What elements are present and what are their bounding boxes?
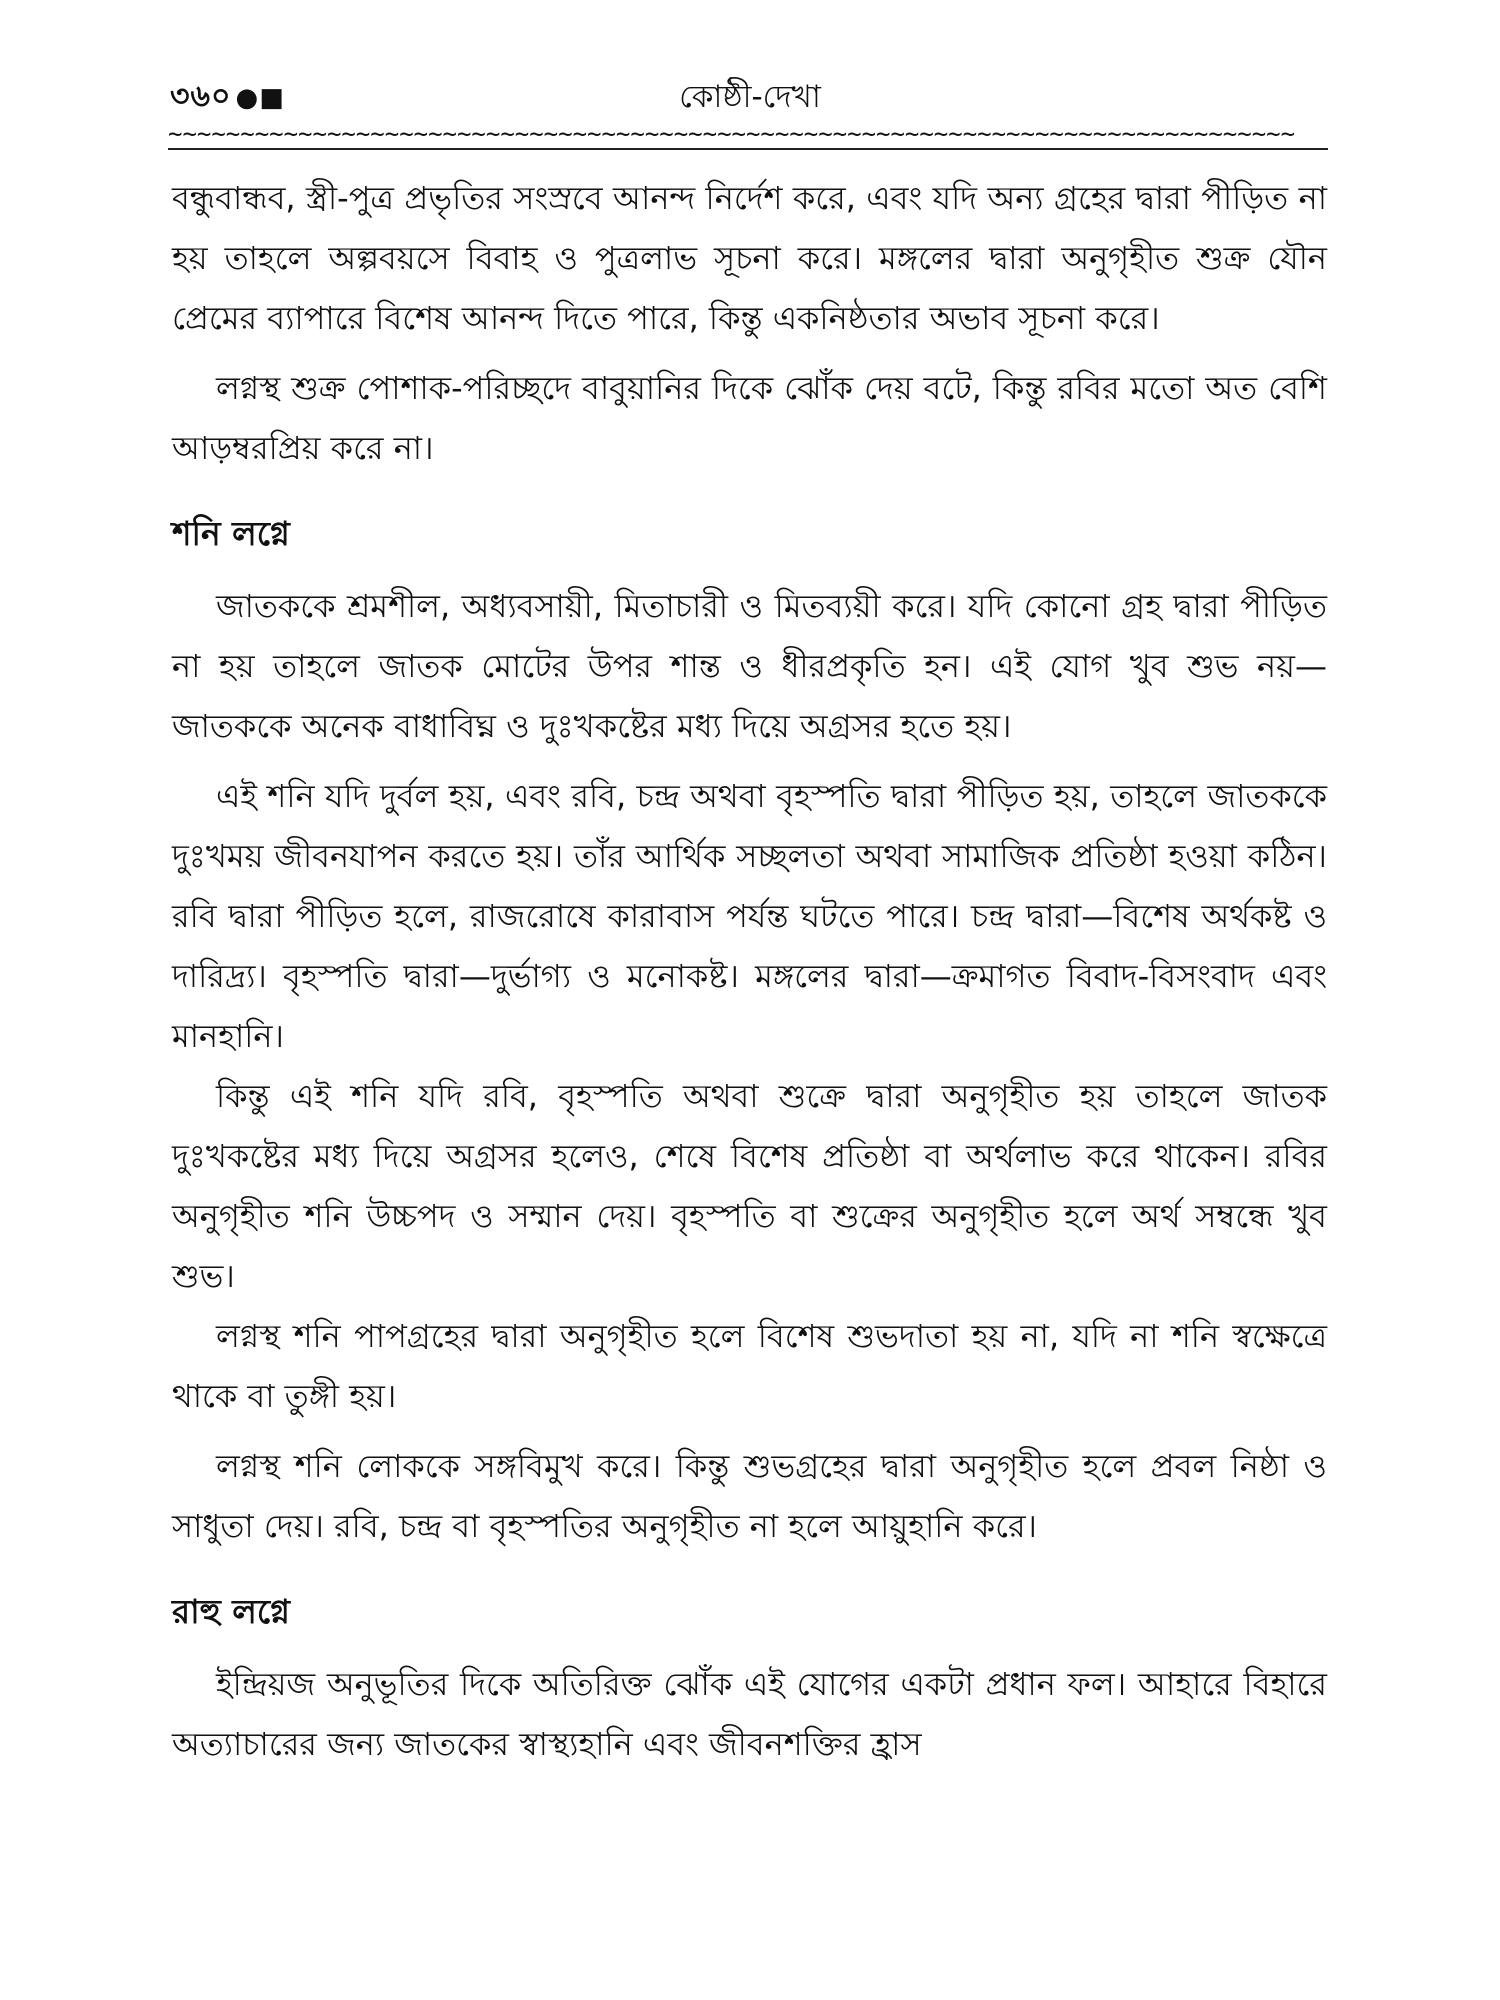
paragraph-2: লগ্নস্থ শুক্র পোশাক-পরিচ্ছদে বাবুয়ানির দিকে ঝোঁক দেয় বটে, কিন্তু রবির মতো অত বেশি আড়ম্বরপ্রিয় করে না। [172,369,1327,467]
section-heading-shani: শনি লগ্নে [172,514,290,553]
header-tilde-border: ~~~~~~~~~~~~~~~~~~~~~~~~~~~~~~~~~~~~~~~~~~~~~~~~~~~~~~~~~~~~~~~~~~~~~~~~~~~~~~ [168,122,1296,146]
paragraph-7: লগ্নস্থ শনি লোককে সঙ্গবিমুখ করে। কিন্তু শুভগ্রহের দ্বারা অনুগৃহীত হলে প্রবল নিষ্ঠা ও সাধুতা দেয়। রবি, চন্দ্র বা বৃহস্পতির অনুগৃহীত না হলে আয়ুহানি করে। [172,1447,1327,1545]
paragraph-3: জাতককে শ্রমশীল, অধ্যবসায়ী, মিতাচারী ও মিতব্যয়ী করে। যদি কোনো গ্রহ দ্বারা পীড়িত না হয় তাহলে জাতক মোটের উপর শান্ত ও ধীরপ্রকৃতি হন। এই যোগ খুব শুভ নয়—জাতককে অনেক বাধাবিঘ্ন ও দুঃখকষ্টের মধ্য দিয়ে অগ্রসর হতে হয়। [172,587,1327,745]
header-rule [168,122,1328,152]
page-body [172,168,1327,1774]
header-underline [168,148,1328,150]
header-ornament: ●■ [235,83,285,113]
running-title: কোষ্ঠী-দেখা [679,79,821,115]
page-number-text: ৩৬০ [170,79,232,114]
paragraph-4: এই শনি যদি দুর্বল হয়, এবং রবি, চন্দ্র অথবা বৃহস্পতি দ্বারা পীড়িত হয়, তাহলে জাতককে দুঃখময় জীবনযাপন করতে হয়। তাঁর আর্থিক সচ্ছলতা অথবা সামাজিক প্রতিষ্ঠা হওয়া কঠিন। রবি দ্বারা পীড়িত হলে, রাজরোষে কারাবাস পর্যন্ত ঘটতে পারে। চন্দ্র দ্বারা—বিশেষ অর্থকষ্ট ও দারিদ্র্য। বৃহস্পতি দ্বারা—দুর্ভাগ্য ও মনোকষ্ট। মঙ্গলের দ্বারা—ক্রমাগত বিবাদ-বিসংবাদ এবং মানহানি। [172,777,1327,1055]
paragraph-8: ইন্দ্রিয়জ অনুভূতির দিকে অতিরিক্ত ঝোঁক এই যোগের একটা প্রধান ফল। আহারে বিহারে অত্যাচারের জন্য জাতকের স্বাস্থ্যহানি এবং জীবনশক্তির হ্রাস [172,1665,1327,1763]
paragraph-1: বন্ধুবান্ধব, স্ত্রী-পুত্র প্রভৃতির সংস্রবে আনন্দ নির্দেশ করে, এবং যদি অন্য গ্রহের দ্বারা পীড়িত না হয় তাহলে অল্পবয়সে বিবাহ ও পুত্রলাভ সূচনা করে। মঙ্গলের দ্বারা অনুগৃহীত শুক্র যৌন প্রেমের ব্যাপারে বিশেষ আনন্দ দিতে পারে, কিন্তু একনিষ্ঠতার অভাব সূচনা করে। [172,179,1327,337]
paragraph-6: লগ্নস্থ শনি পাপগ্রহের দ্বারা অনুগৃহীত হলে বিশেষ শুভদাতা হয় না, যদি না শনি স্বক্ষেত্রে থাকে বা তুঙ্গী হয়। [172,1317,1327,1415]
paragraph-5: কিন্তু এই শনি যদি রবি, বৃহস্পতি অথবা শুক্রে দ্বারা অনুগৃহীত হয় তাহলে জাতক দুঃখকষ্টের মধ্য দিয়ে অগ্রসর হলেও, শেষে বিশেষ প্রতিষ্ঠা বা অর্থলাভ করে থাকেন। রবির অনুগৃহীত শনি উচ্চপদ ও সম্মান দেয়। বৃহস্পতি বা শুক্রের অনুগৃহীত হলে অর্থ সম্বন্ধে খুব শুভ। [172,1077,1327,1295]
page-header [170,72,1330,122]
section-heading-rahu: রাহু লগ্নে [172,1592,290,1631]
